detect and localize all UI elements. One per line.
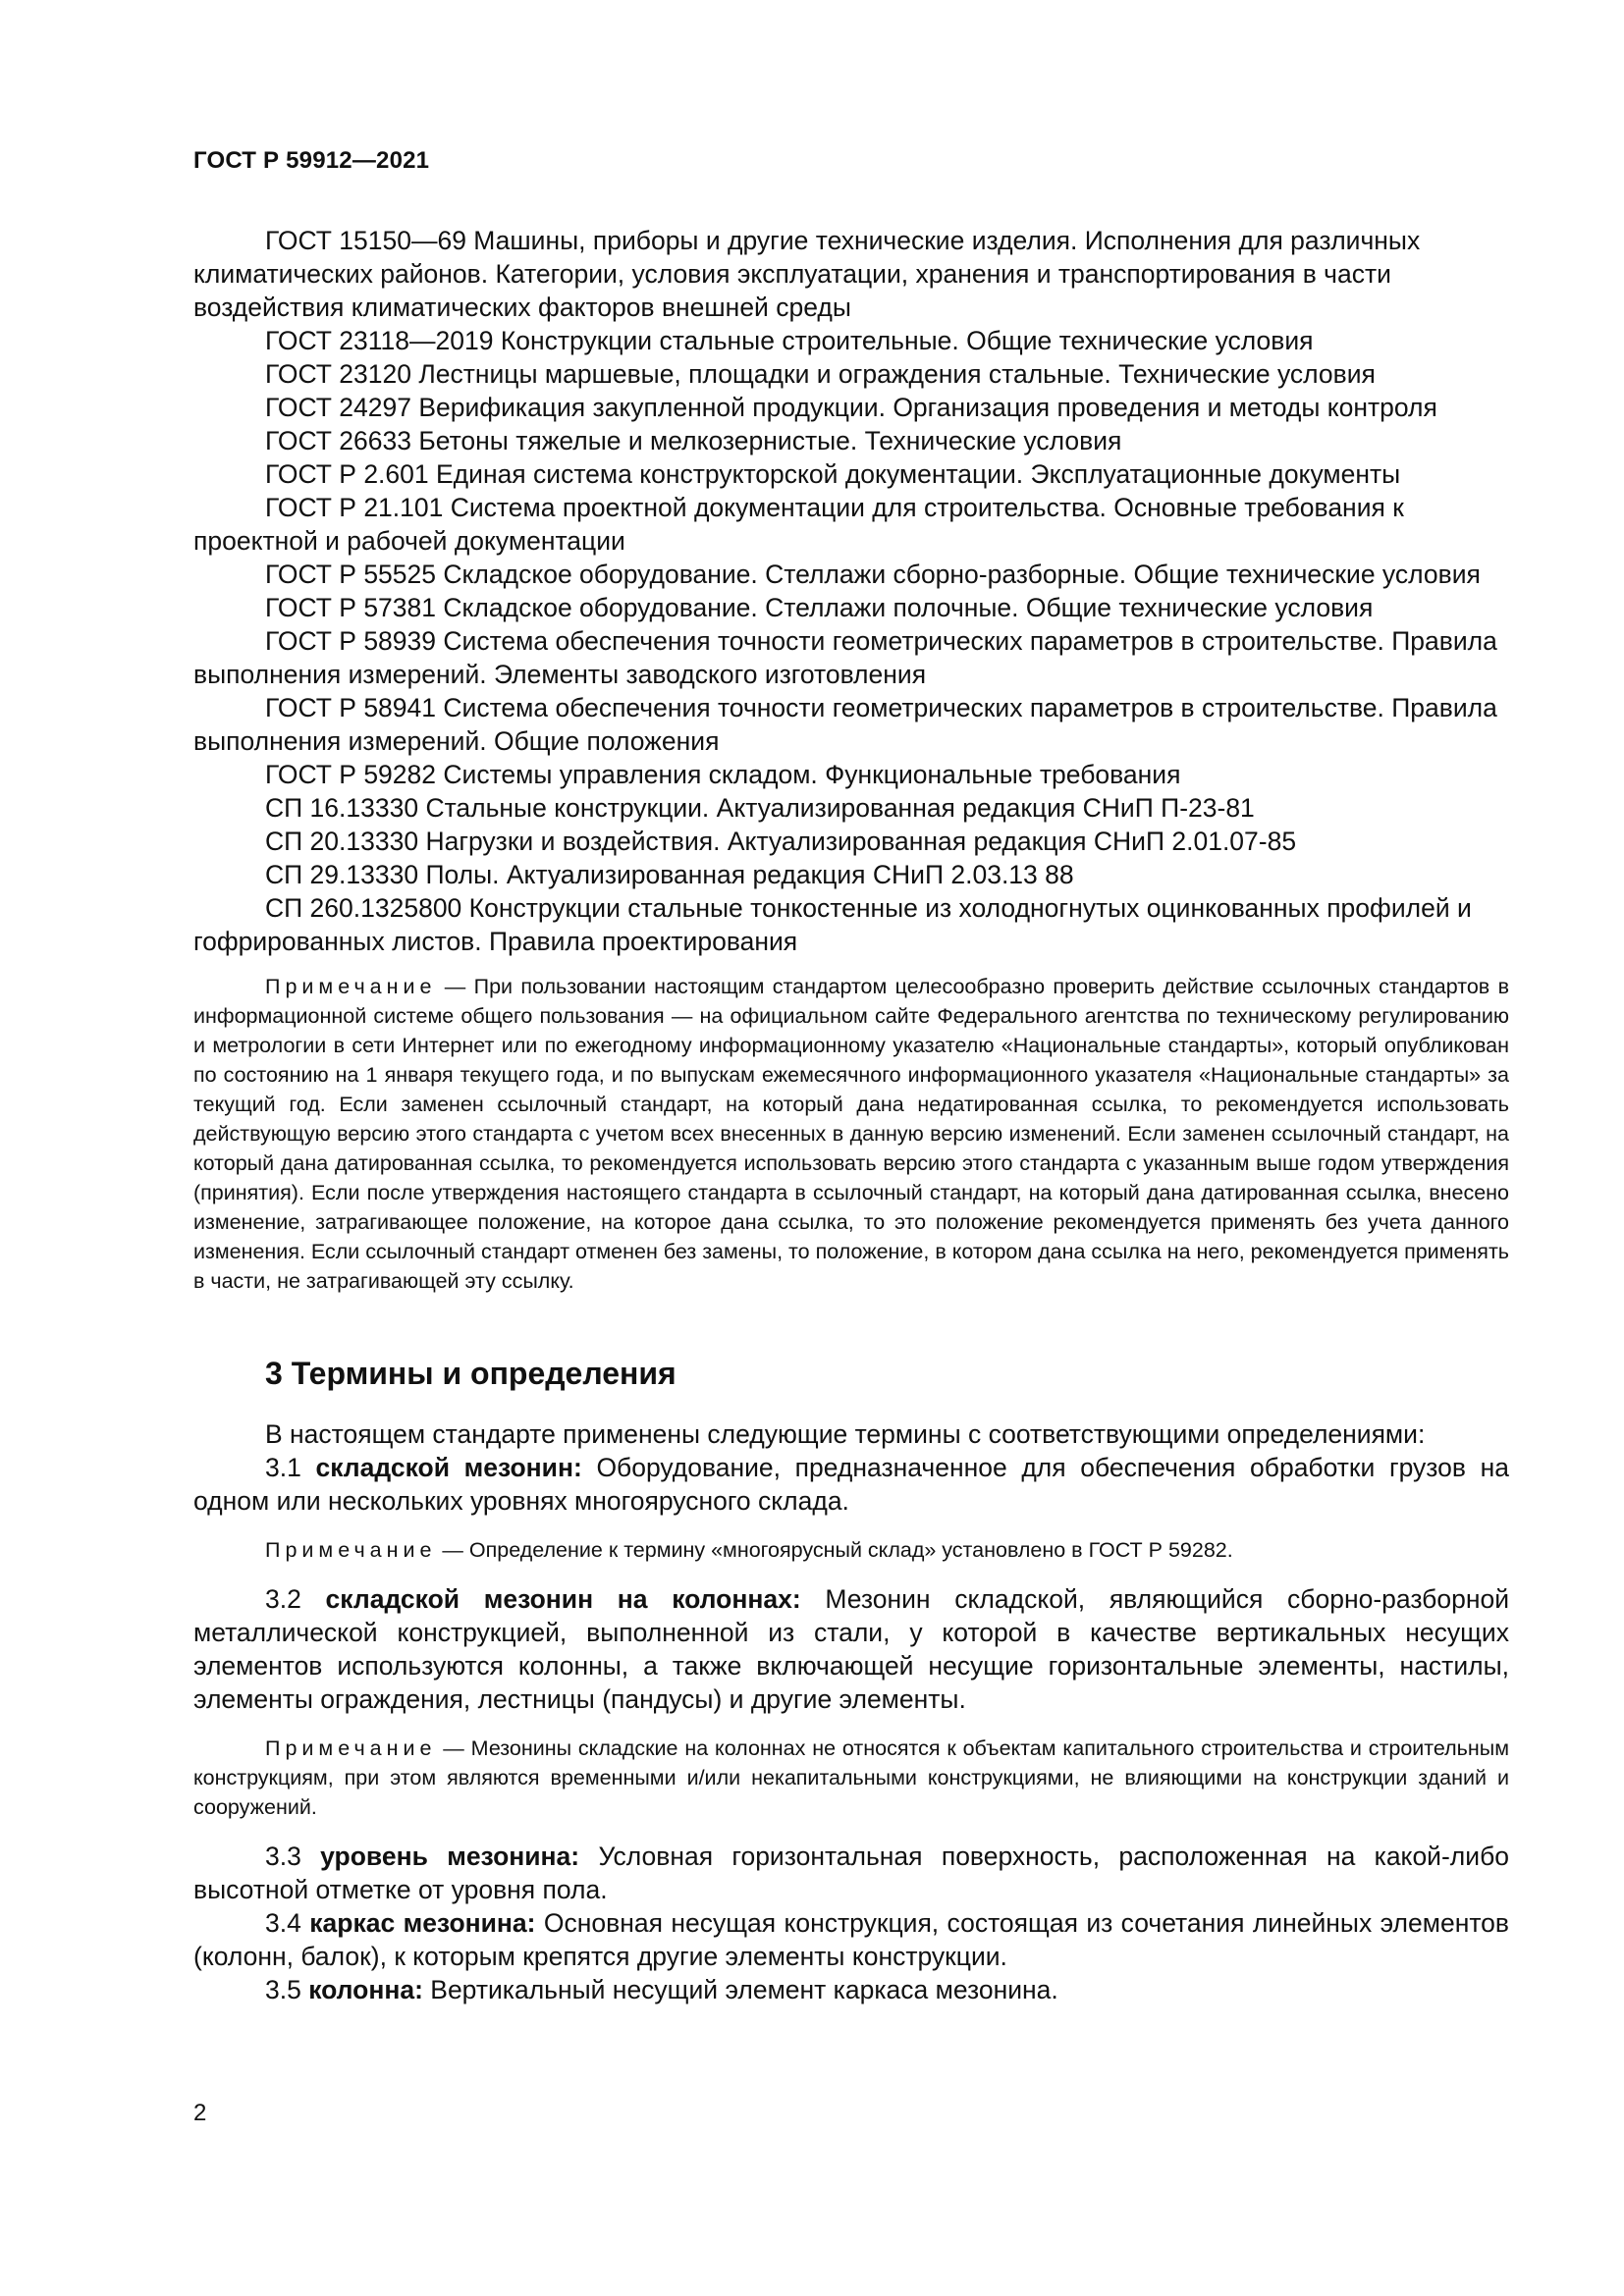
section-intro: В настоящем стандарте применены следующие термины с соответствующими определениями: (265, 1419, 1426, 1449)
reference-gost-r-55525: ГОСТ Р 55525 Складское оборудование. Стеллажи сборно-разборные. Общие технические условия (265, 560, 1481, 589)
term-number: 3.2 (265, 1584, 326, 1614)
term-definition: Основная несущая конструкция, состоящая из сочетания линейных элементов (колонн, балок), к которым крепятся другие элементы конструкции. (193, 1908, 1509, 1971)
reference-sp-16-13330: СП 16.13330 Стальные конструкции. Актуализированная редакция СНиП П-23-81 (265, 793, 1255, 823)
term-name: каркас мезонина: (309, 1908, 536, 1938)
term-name: складской мезонин на колоннах: (325, 1584, 801, 1614)
term-definition: Вертикальный несущий элемент каркаса мезонина. (422, 1975, 1058, 2004)
note-label: Примечание (265, 1736, 437, 1760)
note-term-3-1 (193, 1535, 1509, 1565)
term-number: 3.1 (265, 1453, 316, 1482)
note-label: Примечание (265, 975, 437, 998)
note-text: — При пользовании настоящим стандартом целесообразно проверить действие ссылочных стандартов в информационной системе общего пользования — на официальном сайте Федерального агентства по техническому регулированию и метрологии в сети Интернет или по ежегодному информационному указателю «Национальные стандарты», который опубликован по состоянию на 1 января текущего года, и по выпускам ежемесячного информационного указателя «Национальные стандарты» за текущий год. Если заменен ссылочный стандарт, на который дана недатированная ссылка, то рекомендуется использовать действующую версию этого стандарта с учетом всех внесенных в данную версию изменений. Если заменен ссылочный стандарт, на который дана датированная ссылка, то рекомендуется использовать версию этого стандарта с указанным выше годом утверждения (принятия). Если после утверждения настоящего стандарта в ссылочный стандарт, на который дана датированная ссылка, внесено изменение, затрагивающее положение, на которое дана ссылка, то это положение рекомендуется применять без учета данного изменения. Если ссылочный стандарт отменен без замены, то положение, в котором дана ссылка на него, рекомендуется применять в части, не затрагивающей эту ссылку. (193, 975, 1509, 1293)
term-number: 3.3 (265, 1842, 321, 1871)
term-3-2 (193, 1582, 1509, 1716)
term-name: колонна: (308, 1975, 423, 2004)
reference-gost-r-58941: ГОСТ Р 58941 Система обеспечения точности геометрических параметров в строительстве. Правила выполнения измерений. Общие положения (193, 693, 1497, 756)
term-definition: Оборудование, предназначенное для обеспечения обработки грузов на одном или нескольких уровнях многоярусного склада. (193, 1453, 1509, 1516)
term-number: 3.4 (265, 1908, 310, 1938)
term-name: уровень мезонина: (320, 1842, 580, 1871)
reference-gost-24297: ГОСТ 24297 Верификация закупленной продукции. Организация проведения и методы контроля (265, 393, 1437, 422)
page-content (193, 224, 1509, 2006)
term-definition: Условная горизонтальная поверхность, расположенная на какой-либо высотной отметке от уровня пола. (193, 1842, 1509, 1904)
reference-sp-29-13330: СП 29.13330 Полы. Актуализированная редакция СНиП 2.03.13 88 (265, 860, 1074, 889)
note-text: — Определение к термину «многоярусный склад» установлено в ГОСТ Р 59282. (436, 1538, 1233, 1562)
note-references (193, 972, 1509, 1296)
reference-sp-20-13330: СП 20.13330 Нагрузки и воздействия. Актуализированная редакция СНиП 2.01.07-85 (265, 827, 1297, 856)
term-name: складской мезонин: (315, 1453, 582, 1482)
reference-gost-23118: ГОСТ 23118—2019 Конструкции стальные строительные. Общие технические условия (265, 326, 1314, 355)
note-label: Примечание (265, 1538, 437, 1562)
term-definition: Мезонин складской, являющийся сборно-разборной металлической конструкцией, выполненной из стали, у которой в качестве вертикальных несущих элементов используются колонны, а также включающей несущие горизонтальные элементы, настилы, элементы ограждения, лестницы (пандусы) и другие элементы. (193, 1584, 1509, 1714)
reference-gost-23120: ГОСТ 23120 Лестницы маршевые, площадки и ограждения стальные. Технические условия (265, 359, 1376, 389)
reference-gost-r-57381: ГОСТ Р 57381 Складское оборудование. Стеллажи полочные. Общие технические условия (265, 593, 1374, 622)
reference-sp-260-1325800: СП 260.1325800 Конструкции стальные тонкостенные из холодногнутых оцинкованных профилей и гофрированных листов. Правила проектирования (193, 893, 1472, 956)
document-header: ГОСТ Р 59912—2021 (193, 147, 430, 174)
note-term-3-2 (193, 1734, 1509, 1822)
section-title: 3 Термины и определения (265, 1356, 677, 1391)
page-number: 2 (193, 2100, 207, 2126)
reference-gost-15150: ГОСТ 15150—69 Машины, приборы и другие технические изделия. Исполнения для различных климатических районов. Категории, условия эксплуатации, хранения и транспортирования в части воздействия климатических факторов внешней среды (193, 226, 1421, 322)
note-text: — Мезонины складские на колоннах не относятся к объектам капитального строительства и строительным конструкциям, при этом являются временными и/или некапитальными конструкциями, не влияющими на конструкции зданий и сооружений. (193, 1736, 1509, 1819)
term-3-1 (193, 1451, 1509, 1518)
term-number: 3.5 (265, 1975, 309, 2004)
term-3-4 (193, 1906, 1509, 1973)
reference-gost-r-2-601: ГОСТ Р 2.601 Единая система конструкторской документации. Эксплуатационные документы (265, 459, 1401, 489)
term-3-5 (193, 1973, 1509, 2006)
reference-gost-r-59282: ГОСТ Р 59282 Системы управления складом. Функциональные требования (265, 760, 1181, 789)
reference-gost-r-21-101: ГОСТ Р 21.101 Система проектной документации для строительства. Основные требования к проектной и рабочей документации (193, 493, 1404, 556)
term-3-3 (193, 1840, 1509, 1906)
reference-gost-26633: ГОСТ 26633 Бетоны тяжелые и мелкозернистые. Технические условия (265, 426, 1122, 455)
reference-gost-r-58939: ГОСТ Р 58939 Система обеспечения точности геометрических параметров в строительстве. Правила выполнения измерений. Элементы заводского изготовления (193, 626, 1497, 689)
